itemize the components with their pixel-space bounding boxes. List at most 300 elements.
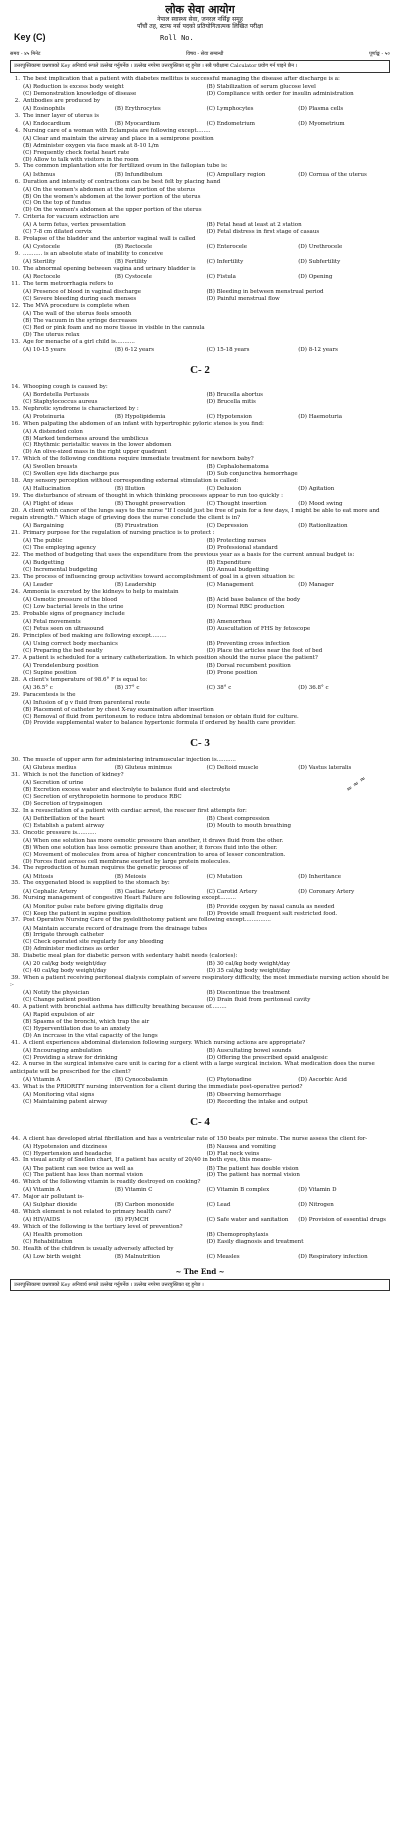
answer-option: (B) Rectocele xyxy=(114,244,153,251)
answer-options xyxy=(10,560,390,574)
answer-options xyxy=(10,222,390,236)
question-item xyxy=(10,1084,390,1106)
answer-option: (A) Rapid expulsion of air xyxy=(23,1012,95,1019)
question-stem-line xyxy=(10,895,390,902)
answer-options xyxy=(10,172,390,179)
answer-option: (B) Excretion excess water and electrolyte to balance fluid and electrolyte xyxy=(23,787,231,794)
question-item xyxy=(10,163,390,178)
answer-options xyxy=(10,289,390,303)
answer-option: (B) 30 cal/kg body weight/day xyxy=(206,961,290,968)
question-stem-line xyxy=(10,574,390,581)
question-stem-line xyxy=(10,880,390,887)
answer-options xyxy=(10,619,390,633)
question-number: 43. xyxy=(11,1083,20,1090)
answer-option: (A) Low birth weight xyxy=(23,1254,81,1261)
question-stem-line xyxy=(10,1224,390,1231)
answer-option: (B) Cephalohematoma xyxy=(206,464,269,471)
answer-options xyxy=(10,990,390,1004)
answer-option: (A) Gluteus medius xyxy=(23,765,77,772)
question-stem-line xyxy=(10,214,390,221)
answer-option: (D) Painful menstrual flow xyxy=(206,296,280,303)
question-number: 19. xyxy=(11,493,20,500)
question-stem-line xyxy=(10,1040,390,1047)
question-stem-line xyxy=(10,76,390,83)
answer-option: (B) Firustration xyxy=(114,523,159,530)
answer-options xyxy=(10,347,390,354)
question-item xyxy=(10,266,390,281)
answer-option: (A) Vitamin A xyxy=(23,1076,61,1083)
question-number: 37. xyxy=(11,917,20,924)
answer-option: (B) Fertility xyxy=(114,259,148,266)
answer-options xyxy=(10,685,390,692)
question-number: 36. xyxy=(11,895,20,902)
question-stem-line xyxy=(10,808,390,815)
question-number: 10. xyxy=(11,266,20,273)
answer-option: (D) Professional standard xyxy=(206,545,278,552)
answer-option: (A) Leader xyxy=(23,582,53,589)
answer-option: (D) Nitrogen xyxy=(298,1202,334,1209)
question-item xyxy=(10,574,390,589)
subject-label: विषय - सेवा सम्बन्धी xyxy=(186,51,224,58)
answer-option: (C) Deltoid muscle xyxy=(206,765,259,772)
question-number: 24. xyxy=(11,589,20,596)
question-stem-line xyxy=(10,1157,390,1164)
answer-option: (D) Provide supplemental water to balance hypertonic formula if ordered by health care provider. xyxy=(23,720,296,727)
answer-option: (D) 36.8° c xyxy=(298,684,329,691)
question-text: A client with cancer of the lungs says to the nurse "If I could just be free of pain for a few days, I might be able to eat more and regain strength." Which stage of grieving does the nurse conclude the client is in? xyxy=(10,508,380,522)
question-item xyxy=(10,830,390,866)
question-number: 13. xyxy=(11,338,20,345)
answer-option: (C) 7-8 cm dilated cervix xyxy=(23,229,92,236)
answer-option: (A) Notify the physician xyxy=(23,990,90,997)
answer-option: (A) 20 cal/kg body weight/day xyxy=(23,961,107,968)
answer-options xyxy=(10,780,390,808)
question-text: When a patient receiving peritoneal dialysis complain of severe respiratory difficulty, the most immediate nursing action should be :- xyxy=(10,974,389,989)
answer-options xyxy=(10,874,390,881)
question-item xyxy=(10,384,390,406)
answer-option: (A) The wall of the uterus feels smooth xyxy=(23,311,132,318)
answer-options xyxy=(10,597,390,611)
answer-option: (B) When one solution has less osmotic pressure than another, it forces fluid into the other. xyxy=(23,844,278,851)
question-number: 30. xyxy=(11,757,20,764)
answer-option: (C) Measles xyxy=(206,1254,240,1261)
question-number: 18. xyxy=(11,478,20,485)
question-text: A patient is scheduled for a urinary catheterization. In which position should the nurse place the patient? xyxy=(23,654,318,661)
answer-option: (B) Hypolipidemia xyxy=(114,413,166,420)
question-item xyxy=(10,975,390,1004)
question-text: Any sensory perception without corresponding external stimulation is called: xyxy=(23,478,239,485)
answer-option: (B) 37° c xyxy=(114,684,140,691)
question-text: The method of budgeting that uses the expenditure from the previous year as a basis for the current annual budget is: xyxy=(23,552,355,559)
answer-option: (B) Meiosis xyxy=(114,873,147,880)
answer-option: (A) Sulphar dioxide xyxy=(23,1202,78,1209)
answer-option: (D) Annual budgetting xyxy=(206,567,269,574)
answer-option: (D) The patient has normal vision xyxy=(206,1172,300,1179)
answer-option: (A) Presence of blood in vaginal discharge xyxy=(23,289,142,296)
answer-option: (A) Endocardium xyxy=(23,120,71,127)
answer-options xyxy=(10,663,390,677)
answer-options xyxy=(10,700,390,728)
question-number: 25. xyxy=(11,610,20,617)
answer-option: (D) Cornua of the uterus xyxy=(298,171,367,178)
answer-options xyxy=(10,136,390,164)
question-stem-line xyxy=(10,303,390,310)
exam-meta xyxy=(10,51,390,57)
question-stem-line xyxy=(10,493,390,500)
answer-option: (C) Fetus seen on ultrasound xyxy=(23,625,104,632)
question-item xyxy=(10,421,390,457)
question-text: A client has developed atrial fibrillation and has a ventricular rate of 150 beats per minute. The nurse assess the client for- xyxy=(23,1135,368,1142)
answer-options xyxy=(10,961,390,975)
question-item xyxy=(10,611,390,633)
answer-option: (D) Inheritance xyxy=(298,873,341,880)
answer-option: (B) FP/MCH xyxy=(114,1217,149,1224)
answer-option: (A) HIV/AIDS xyxy=(23,1217,61,1224)
answer-option: (D) Plasma cells xyxy=(298,105,344,112)
answer-options xyxy=(10,121,390,128)
question-item xyxy=(10,179,390,215)
question-stem-line xyxy=(10,128,390,135)
answer-options xyxy=(10,1202,390,1209)
answer-option: (C) Safe water and sanitation xyxy=(206,1217,289,1224)
answer-option: (D) Provide small frequent salt restricted food. xyxy=(206,910,338,917)
answer-option: (D) Drain fluid from peritoneal cavity xyxy=(206,997,311,1004)
question-number: 27. xyxy=(11,654,20,661)
answer-options xyxy=(10,1217,390,1224)
question-stem-line xyxy=(10,830,390,837)
question-stem-line xyxy=(10,975,390,989)
answer-option: (C) Severe bleeding during each menses xyxy=(23,296,137,303)
question-stem-line xyxy=(10,692,390,699)
question-text: Nursing management of congestive Heart Failure are following except......... xyxy=(23,895,237,902)
question-stem-line xyxy=(10,1209,390,1216)
question-text: When palpating the abdomen of an infant with hypertrophic pyloric stenos is you find: xyxy=(23,420,264,427)
answer-option: (D) The uterus relax xyxy=(23,331,80,338)
answer-option: (A) Osmotic pressure of the blood xyxy=(23,597,118,604)
question-text: Paracentesis is the xyxy=(23,691,76,698)
question-number: 2. xyxy=(14,97,20,104)
question-number: 17. xyxy=(11,456,20,463)
answer-option: (C) The patient has less than normal vision xyxy=(23,1172,143,1179)
question-stem-line xyxy=(10,384,390,391)
question-stem-line xyxy=(10,917,390,924)
answer-options xyxy=(10,523,390,530)
answer-option: (D) Manager xyxy=(298,582,334,589)
key-row xyxy=(10,30,390,50)
answer-option: (A) Hypotension and dizziness xyxy=(23,1143,108,1150)
question-stem-line xyxy=(10,113,390,120)
question-number: 8. xyxy=(14,236,20,243)
answer-option: (C) Carotid Artery xyxy=(206,888,258,895)
question-stem-line xyxy=(10,406,390,413)
answer-option: (B) Spasms of the bronchi, which trap the air xyxy=(23,1018,150,1025)
question-number: 14. xyxy=(11,383,20,390)
answer-option: (B) Irrigate through catheter xyxy=(23,932,104,939)
answer-option: (C) Enterocele xyxy=(206,244,248,251)
answer-options xyxy=(10,274,390,281)
question-text: What is the PRIORITY nursing intervention for a client during the immediate post-operative period? xyxy=(23,1083,303,1090)
answer-options xyxy=(10,889,390,896)
question-stem-line xyxy=(10,421,390,428)
question-number: 35. xyxy=(11,880,20,887)
answer-option: (D) Opening xyxy=(298,274,333,281)
service-line: नेपाल स्वास्थ्य सेवा, जनरल नर्सिङ्ग समूह xyxy=(157,15,243,23)
question-number: 41. xyxy=(11,1039,20,1046)
question-number: 6. xyxy=(14,178,20,185)
question-item xyxy=(10,98,390,113)
question-item xyxy=(10,655,390,677)
answer-option: (D) Coronary Artery xyxy=(298,888,355,895)
answer-option: (A) Bordetella Pertussis xyxy=(23,391,90,398)
answer-options xyxy=(10,84,390,98)
answer-option: (C) Hyperventilation due to an anxiety xyxy=(23,1025,131,1032)
question-text: Ammonia is excreted by the kidneys to help to maintain xyxy=(23,589,179,596)
answer-option: (D) Vitamin D xyxy=(298,1187,337,1194)
question-number: 15. xyxy=(11,405,20,412)
answer-option: (C) Staphylococcus aureus xyxy=(23,398,98,405)
question-text: In a resuscitation of a patient with cardiac arrest, the rescuer first attempts for: xyxy=(23,807,247,814)
question-item xyxy=(10,530,390,552)
answer-option: (D) Prone position xyxy=(206,669,258,676)
question-item xyxy=(10,113,390,128)
question-item xyxy=(10,552,390,574)
answer-option: (A) Sterility xyxy=(23,259,56,266)
question-stem-line xyxy=(10,953,390,960)
question-item xyxy=(10,303,390,339)
answer-option: (B) Caeliac Artery xyxy=(114,888,166,895)
answer-options xyxy=(10,392,390,406)
answer-option: (A) Rectocele xyxy=(23,274,61,281)
question-item xyxy=(10,339,390,354)
question-number: 47. xyxy=(11,1194,20,1201)
answer-option: (B) Marked tenderness around the umbilicus xyxy=(23,435,149,442)
answer-option: (A) Defibrillation of the heart xyxy=(23,816,105,823)
answer-options xyxy=(10,1166,390,1180)
question-sections xyxy=(10,76,390,1261)
exam-line: पाँचौं तह, स्टाफ नर्स पदको प्रतियोगितात्मक लिखित परीक्षा xyxy=(137,22,263,30)
question-number: 26. xyxy=(11,632,20,639)
question-text: Diabetic meal plan for diabetic person with sedentary habit needs (calories): xyxy=(23,953,238,960)
answer-option: (D) Provision of essential drugs xyxy=(298,1217,386,1224)
question-item xyxy=(10,251,390,266)
answer-option: (A) Hallucination xyxy=(23,486,71,493)
answer-option: (A) Isthmus xyxy=(23,171,56,178)
answer-option: (D) Mood swing xyxy=(298,501,343,508)
question-item xyxy=(10,865,390,880)
answer-option: (D) Auscultation of FHS by fetoscope xyxy=(206,625,311,632)
section-heading: C- 3 xyxy=(190,737,210,750)
question-item xyxy=(10,478,390,493)
answer-option: (C) Phytonadine xyxy=(206,1076,252,1083)
answer-option: (A) Swollen breasts xyxy=(23,464,78,471)
answer-option: (C) Management xyxy=(206,582,254,589)
question-item xyxy=(10,508,390,530)
answer-option: (B) On the women's abdomen at the lower portion of the uterus xyxy=(23,193,201,200)
question-text: The reproduction of human requires the genetic process of xyxy=(23,865,189,872)
question-stem-line xyxy=(10,281,390,288)
answer-option: (C) Demonstration knowledge of disease xyxy=(23,90,137,97)
answer-option: (A) Health promotion xyxy=(23,1232,83,1239)
question-number: 11. xyxy=(11,281,20,288)
answer-option: (B) Brucella abortus xyxy=(206,391,263,398)
answer-option: (C) Lead xyxy=(206,1202,231,1209)
answer-option: (C) Maintaining patent airway xyxy=(23,1098,108,1105)
question-number: 4. xyxy=(14,127,20,134)
question-text: Major air pollutant is- xyxy=(23,1194,85,1201)
answer-option: (B) Chest compression xyxy=(206,816,270,823)
answer-option: (B) Protecting nurses xyxy=(206,538,267,545)
answer-option: (D) On the women's abdomen at the upper portion of the uterus xyxy=(23,207,202,214)
answer-options xyxy=(10,187,390,215)
question-stem-line xyxy=(10,1084,390,1091)
question-number: 5. xyxy=(14,163,20,170)
question-stem-line xyxy=(10,611,390,618)
answer-option: (C) Swollen eye lids discharge pus xyxy=(23,471,120,478)
question-item xyxy=(10,1157,390,1179)
question-item xyxy=(10,493,390,508)
question-text: Whooping cough is caused by: xyxy=(23,383,108,390)
question-text: The muscle of upper arm for administering intramuscular injection is........... xyxy=(23,757,236,764)
question-text: Principles of bed making are following except......... xyxy=(23,632,167,639)
question-number: 22. xyxy=(11,552,20,559)
question-text: In visual acuity of Snellen chart, If a patient has acuity of 20/40 in both eyes, this means- xyxy=(23,1157,272,1164)
answer-option: (C) Hypertension and headache xyxy=(23,1150,112,1157)
question-item xyxy=(10,406,390,421)
answer-option: (A) A distended colon xyxy=(23,428,83,435)
question-stem-line xyxy=(10,1004,390,1011)
answer-option: (D) Agitation xyxy=(298,486,335,493)
question-stem-line xyxy=(10,98,390,105)
question-text: Oncotic pressure is........... xyxy=(23,829,97,836)
question-stem-line xyxy=(10,456,390,463)
question-number: 9. xyxy=(14,251,20,258)
question-item xyxy=(10,757,390,772)
answer-option: (C) Low bacterial levels in the urine xyxy=(23,604,124,611)
answer-option: (B) The patient has double vision xyxy=(206,1165,299,1172)
footer-notice: उत्तरपुस्तिकामा प्रश्नपत्रको Key अनिवार्य रूपले उल्लेख गर्नुपर्नेछ । उल्लेख नगरेमा उत्तरपुस्तिका रद्द हुनेछ । xyxy=(10,1279,390,1291)
answer-options xyxy=(10,1254,390,1261)
question-stem-line xyxy=(10,236,390,243)
answer-option: (D) Forces fluid across cell membrane exerted by large protein molecules. xyxy=(23,858,231,865)
answer-options xyxy=(10,429,390,457)
question-number: 29. xyxy=(11,691,20,698)
answer-option: (A) Cephalic Artery xyxy=(23,888,77,895)
question-text: Nursing care of a woman with Eclampsia are following except........ xyxy=(23,127,211,134)
question-number: 44. xyxy=(11,1135,20,1142)
question-text: Nephrotic syndrome is characterized by : xyxy=(23,405,139,412)
question-item xyxy=(10,895,390,917)
question-number: 21. xyxy=(11,530,20,537)
answer-option: (C) On the top of fundus xyxy=(23,200,91,207)
answer-option: (D) Normal RBC production xyxy=(206,604,285,611)
answer-option: (A) 36.5° c xyxy=(23,684,53,691)
answer-option: (A) Monitor pulse rate before giving digitalis drug xyxy=(23,903,163,910)
question-stem-line xyxy=(10,865,390,872)
answer-option: (B) Thought preservation xyxy=(114,501,186,508)
answer-option: (B) Gluteus minimus xyxy=(114,765,172,772)
answer-option: (A) Vitamin A xyxy=(23,1187,61,1194)
answer-options xyxy=(10,582,390,589)
question-item xyxy=(10,772,390,808)
answer-option: (D) Vastus lateralis xyxy=(298,765,352,772)
handwritten-mark: ≈ ≈ ≈ xyxy=(344,774,368,794)
question-stem-line xyxy=(10,677,390,684)
answer-option: (B) Provide oxygen by nasal canula as needed xyxy=(206,903,335,910)
answer-option: (C) Depression xyxy=(206,523,249,530)
answer-option: (C) Fistula xyxy=(206,274,236,281)
answer-option: (A) Clear and maintain the airway and place in a semiprone position xyxy=(23,135,214,142)
answer-option: (C) Supine position xyxy=(23,669,77,676)
answer-option: (B) Placement of catheter by chest X-ray examination after insertion xyxy=(23,706,214,713)
question-stem-line xyxy=(10,478,390,485)
answer-options xyxy=(10,765,390,772)
question-stem-line xyxy=(10,757,390,764)
answer-option: (C) Establish a patent airway xyxy=(23,822,105,829)
question-item xyxy=(10,953,390,975)
answer-option: (A) 10-15 years xyxy=(23,346,66,353)
question-stem-line xyxy=(10,655,390,662)
question-item xyxy=(10,1061,390,1083)
answer-option: (D) Subfertility xyxy=(298,259,341,266)
question-number: 16. xyxy=(11,420,20,427)
answer-option: (B) Erythrocytes xyxy=(114,105,161,112)
question-number: 1. xyxy=(14,75,20,82)
question-number: 7. xyxy=(14,214,20,221)
question-text: Which is not the function of kidney? xyxy=(23,772,124,779)
question-text: The term metrorrhagia refers to xyxy=(23,281,114,288)
answer-option: (D) An incrcase in the vital capacity of the lungs xyxy=(23,1032,158,1039)
answer-option: (C) The employing agency xyxy=(23,545,96,552)
answer-options xyxy=(10,1144,390,1158)
question-text: Which of the following is the tertiary level of prevention? xyxy=(23,1224,183,1231)
answer-option: (A) Infusion of g v fluid from parenteral route xyxy=(23,699,150,706)
answer-option: (B) Illution xyxy=(114,486,145,493)
question-stem-line xyxy=(10,508,390,522)
answer-option: (D) Place the articles near the foot of bed xyxy=(206,647,323,654)
question-text: Probable signs of pregnancy include xyxy=(23,610,125,617)
answer-option: (C) Removal of fluid from peritoneum to reduce intra abdominal tension or obtain fluid for culture. xyxy=(23,713,299,720)
answer-options xyxy=(10,641,390,655)
answer-option: (A) The public xyxy=(23,538,63,545)
question-stem-line xyxy=(10,772,390,779)
question-text: Primary purpose for the regulation of nursing practice is to protect : xyxy=(23,530,215,537)
question-stem-line xyxy=(10,589,390,596)
answer-option: (D) Sub conjunctiva hemorrhage xyxy=(206,471,298,478)
answer-option: (B) Expenditure xyxy=(206,560,251,567)
question-item xyxy=(10,677,390,692)
answer-option: (B) Cynocobalamin xyxy=(114,1076,168,1083)
answer-option: (D) Myometrium xyxy=(298,120,345,127)
section-heading: C- 2 xyxy=(190,363,210,376)
question-stem-line xyxy=(10,1246,390,1253)
question-item xyxy=(10,456,390,478)
question-stem-line xyxy=(10,339,390,346)
answer-options xyxy=(10,926,390,954)
question-item xyxy=(10,128,390,164)
answer-option: (D) Urethrocele xyxy=(298,244,343,251)
answer-option: (D) Recording the intake and output xyxy=(206,1098,308,1105)
answer-option: (B) Malnutrition xyxy=(114,1254,161,1261)
question-item xyxy=(10,633,390,655)
question-item xyxy=(10,692,390,728)
answer-option: (B) Carbon monoxide xyxy=(114,1202,175,1209)
question-text: The abnormal opening between vagina and urinary bladder is xyxy=(23,266,196,273)
question-number: 33. xyxy=(11,829,20,836)
answer-option: (C) Hypotension xyxy=(206,413,252,420)
answer-options xyxy=(10,244,390,251)
question-item xyxy=(10,1224,390,1246)
answer-option: (B) Cystocele xyxy=(114,274,152,281)
